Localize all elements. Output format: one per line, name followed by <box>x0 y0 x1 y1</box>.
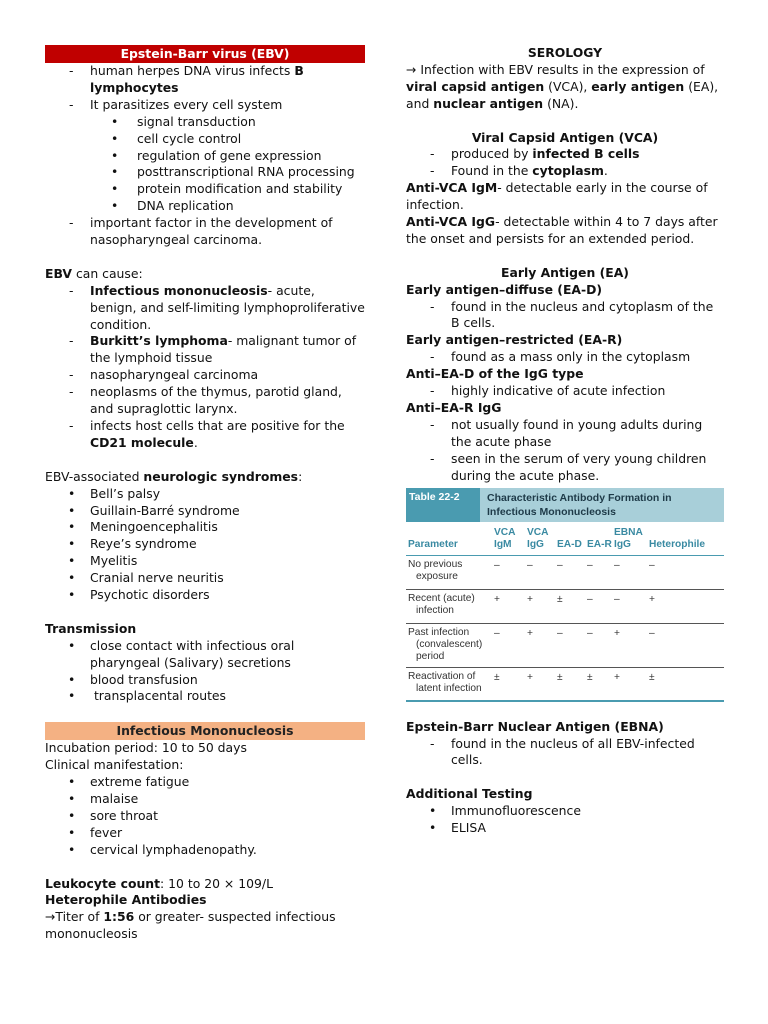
ebna-list <box>406 736 724 770</box>
bold-text: Heterophile Antibodies <box>45 892 207 908</box>
col-header-ebna-igg: EBNA IgG <box>614 526 643 551</box>
list-item: • blood transfusion <box>68 672 365 689</box>
bold-text: Transmission <box>45 620 137 636</box>
text: → Infection with EBV results in the expression of <box>406 61 705 77</box>
ead-heading <box>406 282 724 299</box>
text: It parasitizes every cell system <box>90 96 283 112</box>
table-cell: + <box>649 593 655 605</box>
table-title: Characteristic Antibody Formation in Infectious Mononucleosis <box>487 491 672 518</box>
text: exposure <box>416 570 458 582</box>
ear-list <box>406 349 724 366</box>
bold-text: Anti-VCA IgM <box>406 180 498 196</box>
list-item <box>430 163 724 180</box>
table-cell: ± <box>494 671 500 683</box>
titer-text <box>45 909 365 943</box>
antibody-table <box>406 488 724 702</box>
table-cell: – <box>614 559 620 571</box>
table-cell: – <box>557 627 563 639</box>
list-item: • fever <box>68 825 365 842</box>
list-item: • cervical lymphadenopathy. <box>68 842 365 859</box>
ead-list <box>406 299 724 333</box>
table-cell: ± <box>649 671 655 683</box>
cell-systems-list <box>45 114 365 215</box>
neuro-heading <box>45 469 365 486</box>
table-header-band <box>406 488 724 522</box>
bold-text: Anti–EA-R IgG <box>406 400 502 415</box>
additional-testing-heading <box>406 786 724 803</box>
bold-text: neurologic syndromes <box>143 468 299 484</box>
serology-intro <box>406 62 724 113</box>
list-item: - found in the nucleus of all EBV-infected cells. <box>430 736 724 770</box>
anti-vca-igg <box>406 214 724 248</box>
bold-text: Leukocyte count <box>45 875 161 891</box>
text: . <box>603 163 608 179</box>
text: : <box>298 468 303 484</box>
list-item: • Meningoencephalitis <box>68 519 365 536</box>
table-cell: – <box>649 559 655 571</box>
bold-text: Burkitt’s lymphoma <box>90 333 228 349</box>
list-item: - found as a mass only in the cytoplasm <box>430 349 724 366</box>
list-item <box>69 283 365 334</box>
bold-text: EBV <box>45 265 72 281</box>
text: (VCA), <box>544 78 592 94</box>
row-label <box>406 627 494 664</box>
clinical-heading: Clinical manifestation: <box>45 757 184 773</box>
list-item: • Psychotic disorders <box>68 587 365 604</box>
text: produced by <box>451 146 533 162</box>
table-cell: + <box>527 627 533 639</box>
table-cell: ± <box>557 671 563 683</box>
row-label <box>406 671 494 697</box>
table-cell: – <box>494 559 500 571</box>
table-cell: ± <box>557 593 563 605</box>
row-label <box>406 593 494 620</box>
table-cell: + <box>527 671 533 683</box>
text: →Titer of <box>45 909 104 925</box>
bold-text: Anti-VCA IgG <box>406 214 496 230</box>
text: can cause: <box>72 265 143 281</box>
bold-text: Infectious mononucleosis <box>90 282 268 298</box>
list-item: • posttranscriptional RNA processing <box>111 164 365 181</box>
bold-text: Early antigen–restricted (EA-R) <box>406 332 623 348</box>
bold-text: 1:56 <box>103 909 135 925</box>
list-item: • extreme fatigue <box>68 774 365 791</box>
list-item: - seen in the serum of very young children during the acute phase. <box>430 451 724 485</box>
bold-text: nuclear antigen <box>433 95 544 111</box>
anti-ear-list <box>406 417 724 485</box>
bold-text: viral capsid antigen <box>406 78 545 94</box>
table-cell: – <box>587 593 593 605</box>
text: (EA), and <box>406 78 719 111</box>
heterophile-heading <box>45 892 365 909</box>
transmission-list <box>45 638 365 706</box>
vca-heading <box>406 130 724 147</box>
bold-text: early antigen <box>591 78 685 94</box>
list-item: • Immunofluorescence <box>429 803 724 820</box>
text: infects host cells that are positive for the <box>90 418 345 434</box>
ear-heading <box>406 332 724 349</box>
col-header-vca-igm: VCA IgM <box>494 526 516 551</box>
table-cell: + <box>494 593 500 605</box>
text: - detectable early in the course of infection. <box>406 180 708 213</box>
ea-heading <box>406 265 724 282</box>
list-item <box>69 97 365 114</box>
list-item: - neoplasms of the thymus, parotid gland, and supraglottic larynx. <box>69 384 365 418</box>
bold-text: cytoplasm <box>532 163 604 179</box>
bold-text: Early antigen–diffuse (EA-D) <box>406 281 603 297</box>
text: Reactivation of <box>408 670 476 682</box>
list-item: • transplacental routes <box>68 688 365 705</box>
list-item: • malaise <box>68 791 365 808</box>
ebv-intro-list <box>45 63 365 114</box>
table-row <box>406 556 724 590</box>
transmission-heading <box>45 621 365 638</box>
list-item: • Bell’s palsy <box>68 486 365 503</box>
serology-heading <box>406 45 724 62</box>
list-item <box>69 418 365 452</box>
table-cell: – <box>587 559 593 571</box>
list-item: • protein modification and stability <box>111 181 365 198</box>
text: No previous <box>408 558 463 570</box>
col-header-heterophile: Heterophile <box>649 539 706 551</box>
list-item: • close contact with infectious oral pharyngeal (Salivary) secretions <box>68 638 365 672</box>
col-header-ea-d: EA-D <box>557 539 582 551</box>
incubation-text: Incubation period: 10 to 50 days <box>45 740 247 756</box>
list-item <box>69 63 365 97</box>
text: EBV-associated <box>45 468 144 484</box>
clinical-list <box>45 774 365 859</box>
list-item: • Guillain-Barré syndrome <box>68 503 365 520</box>
col-header-vca-igg: VCA IgG <box>527 526 549 551</box>
col-header-parameter: Parameter <box>408 539 458 551</box>
right-column <box>406 45 724 837</box>
row-label <box>406 559 494 586</box>
list-item: - important factor in the development of nasopharyngeal carcinoma. <box>69 215 365 249</box>
anti-ead-heading <box>406 366 724 383</box>
text: period <box>416 651 445 663</box>
text: : 10 to 20 × 109/L <box>160 875 273 891</box>
list-item: • DNA replication <box>111 198 365 215</box>
ebna-heading <box>406 719 724 736</box>
text: infection <box>416 604 454 616</box>
bold-text: Anti–EA-D of the IgG type <box>406 366 584 382</box>
text: or greater- suspected infectious mononucleosis <box>45 909 336 942</box>
bold-text: Additional Testing <box>406 786 533 802</box>
text: latent infection <box>416 683 482 695</box>
text: - acute, benign, and self-limiting lymphoproliferative condition. <box>90 282 365 332</box>
list-item: - found in the nucleus and cytoplasm of the B cells. <box>430 299 724 333</box>
list-item: • sore throat <box>68 808 365 825</box>
ebv-cause-heading <box>45 266 365 283</box>
bold-text: Epstein-Barr Nuclear Antigen (EBNA) <box>406 718 664 734</box>
table-cell: + <box>614 671 620 683</box>
list-item: • Cranial nerve neuritis <box>68 570 365 587</box>
bold-text: SEROLOGY <box>527 45 603 60</box>
text: Past infection <box>408 626 470 638</box>
table-column-headers <box>406 522 724 556</box>
text: human herpes DNA virus infects <box>90 63 295 78</box>
text: Recent (acute) <box>408 592 475 604</box>
list-item: • cell cycle control <box>111 131 365 148</box>
anti-vca-igm <box>406 180 724 214</box>
list-item: - not usually found in young adults during the acute phase <box>430 417 724 451</box>
table-cell: – <box>527 559 533 571</box>
left-column <box>45 45 365 943</box>
list-item: • regulation of gene expression <box>111 148 365 165</box>
ebv-section-header: Epstein-Barr virus (EBV) <box>45 45 365 63</box>
neuro-list <box>45 486 365 604</box>
list-item: • Reye’s syndrome <box>68 536 365 553</box>
table-row <box>406 590 724 624</box>
bold-text: Viral Capsid Antigen (VCA) <box>471 129 659 145</box>
text: . <box>193 434 198 450</box>
list-item: • signal transduction <box>111 114 365 131</box>
text: - malignant tumor of the lymphoid tissue <box>90 333 357 366</box>
bold-text: B lymphocytes <box>90 63 304 95</box>
im-section-header: Infectious Mononucleosis <box>45 722 365 740</box>
ebv-intro-list-2 <box>45 215 365 249</box>
table-cell: – <box>614 593 620 605</box>
list-item: - highly indicative of acute infection <box>430 383 724 400</box>
bold-text: Early Antigen (EA) <box>501 264 629 280</box>
col-header-ea-r: EA-R <box>587 539 612 551</box>
vca-list <box>406 146 724 180</box>
list-item <box>69 333 365 367</box>
table-cell: – <box>649 627 655 639</box>
bold-text: CD21 molecule <box>90 434 194 450</box>
table-row <box>406 668 724 702</box>
table-cell: – <box>587 627 593 639</box>
bold-text: infected B cells <box>532 146 640 162</box>
list-item: • Myelitis <box>68 553 365 570</box>
anti-ead-list <box>406 383 724 400</box>
text: Found in the <box>451 163 533 179</box>
table-cell: – <box>494 627 500 639</box>
table-cell: + <box>527 593 533 605</box>
list-item: • ELISA <box>429 820 724 837</box>
table-cell: ± <box>587 671 593 683</box>
text: (NA). <box>543 95 579 111</box>
table-row <box>406 624 724 668</box>
additional-testing-list <box>406 803 724 837</box>
list-item: - nasopharyngeal carcinoma <box>69 367 365 384</box>
table-number: Table 22-2 <box>406 488 480 522</box>
text: - detectable within 4 to 7 days after the onset and persists for an extended period. <box>406 214 718 246</box>
leukocyte-text <box>45 876 365 893</box>
list-item <box>430 146 724 163</box>
text: (convalescent) <box>416 638 483 650</box>
table-cell: – <box>557 559 563 571</box>
anti-ear-heading <box>406 400 724 417</box>
table-cell: + <box>614 627 620 639</box>
ebv-cause-list <box>45 283 365 452</box>
